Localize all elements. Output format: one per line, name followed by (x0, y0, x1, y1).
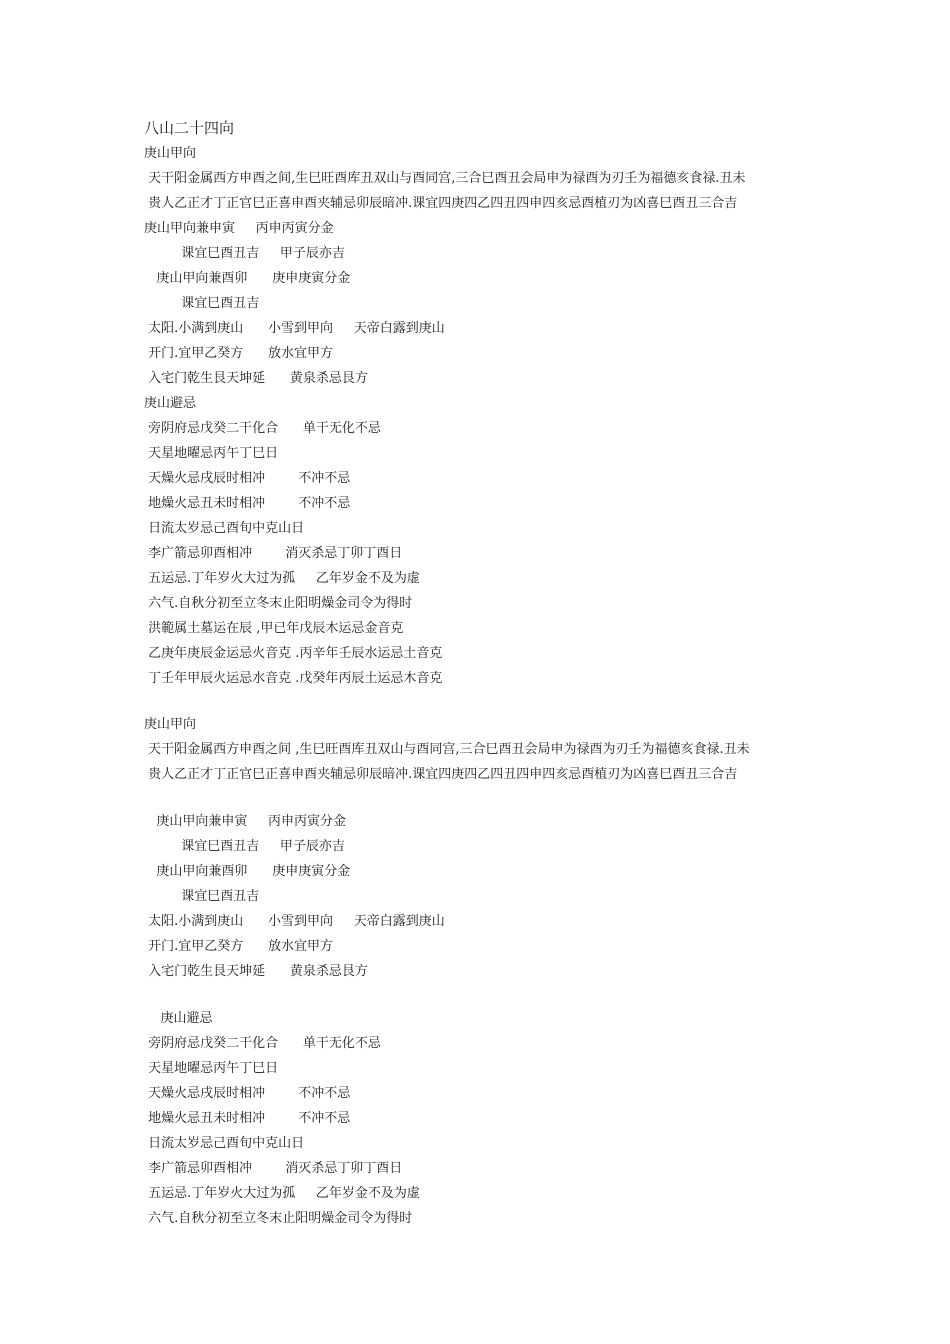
text-line: 天星地曜忌丙午丁巳日 (144, 446, 279, 461)
text-line: 旁阴府忌戊癸二干化合 单干无化不忌 (144, 1036, 381, 1051)
text-line: 庚山甲向兼申寅 丙申丙寅分金 (144, 814, 347, 829)
text-line: 课宜巳酉丑吉 (144, 889, 260, 904)
text-line: 开门.宜甲乙癸方 放水宜甲方 (144, 346, 334, 361)
text-line: 天燥火忌戌辰时相冲 不冲不忌 (144, 471, 351, 486)
paragraph-line: 贵人乙正才丁正官巳正喜申酉夹辅忌卯辰暗冲.课宜四庚四乙四丑四申四亥忌酉植刃为凶喜巳酉丑三合吉 (144, 196, 738, 211)
text-line: 李广箭忌卯酉相冲 消灭杀忌丁卯丁酉日 (144, 1161, 403, 1176)
text-line: 五运忌.丁年岁火大过为孤 乙年岁金不及为虚 (144, 1186, 420, 1201)
text-line: 庚山甲向兼酉卯 庚申庚寅分金 (144, 864, 351, 879)
text-line: 庚山甲向兼酉卯 庚申庚寅分金 (144, 271, 351, 286)
section-heading: 庚山避忌 (144, 1011, 213, 1026)
paragraph-line: 天干阳金属西方申酉之间 ,生巳旺酉库丑双山与酉同宫,三合巳酉丑会局申为禄酉为刃壬为福德亥食禄.丑未 (144, 742, 750, 757)
text-line: 课宜巳酉丑吉 (144, 296, 260, 311)
text-line: 课宜巳酉丑吉 甲子辰亦吉 (144, 839, 345, 854)
text-line: 庚山甲向兼申寅 丙申丙寅分金 (144, 221, 334, 236)
section-heading: 庚山甲向 (144, 717, 197, 732)
text-line: 洪範属土墓运在辰 ,甲已年戊辰木运忌金音克 (144, 621, 404, 636)
text-line: 天燥火忌戌辰时相冲 不冲不忌 (144, 1086, 351, 1101)
section-heading: 庚山避忌 (144, 396, 197, 411)
text-line: 日流太岁忌己酉旬中克山日 (144, 521, 305, 536)
document-title: 八山二十四向 (144, 119, 235, 137)
text-line: 乙庚年庚辰金运忌火音克 .丙辛年壬辰水运忌土音克 (144, 646, 443, 661)
text-line: 天星地曜忌丙午丁巳日 (144, 1061, 279, 1076)
text-line: 丁壬年甲辰火运忌水音克 .戊癸年丙辰土运忌木音克 (144, 671, 443, 686)
text-line: 开门.宜甲乙癸方 放水宜甲方 (144, 939, 334, 954)
text-line: 太阳.小满到庚山 小雪到甲向 天帝白露到庚山 (144, 321, 445, 336)
text-line: 六气.自秋分初至立冬末止阳明燥金司令为得时 (144, 1211, 413, 1226)
text-line: 六气.自秋分初至立冬末止阳明燥金司令为得时 (144, 596, 413, 611)
text-line: 地燥火忌丑未时相冲 不冲不忌 (144, 496, 351, 511)
text-line: 地燥火忌丑未时相冲 不冲不忌 (144, 1111, 351, 1126)
section-heading: 庚山甲向 (144, 146, 197, 161)
text-line: 日流太岁忌己酉旬中克山日 (144, 1136, 305, 1151)
text-line: 李广箭忌卯酉相冲 消灭杀忌丁卯丁酉日 (144, 546, 403, 561)
text-line: 课宜巳酉丑吉 甲子辰亦吉 (144, 246, 345, 261)
paragraph-line: 贵人乙正才丁正官巳正喜申酉夹辅忌卯辰暗冲.课宜四庚四乙四丑四申四亥忌酉植刃为凶喜巳酉丑三合吉 (144, 767, 738, 782)
text-line: 旁阴府忌戊癸二干化合 单干无化不忌 (144, 421, 381, 436)
text-line: 入宅门乾生艮天坤延 黄泉杀忌艮方 (144, 964, 368, 979)
text-line: 入宅门乾生艮天坤延 黄泉杀忌艮方 (144, 371, 368, 386)
text-line: 五运忌.丁年岁火大过为孤 乙年岁金不及为虚 (144, 571, 420, 586)
text-line: 太阳.小满到庚山 小雪到甲向 天帝白露到庚山 (144, 914, 445, 929)
paragraph-line: 天干阳金属西方申酉之间,生巳旺酉库丑双山与酉同宫,三合巳酉丑会局申为禄酉为刃壬为福德亥食禄.丑未 (144, 171, 746, 186)
